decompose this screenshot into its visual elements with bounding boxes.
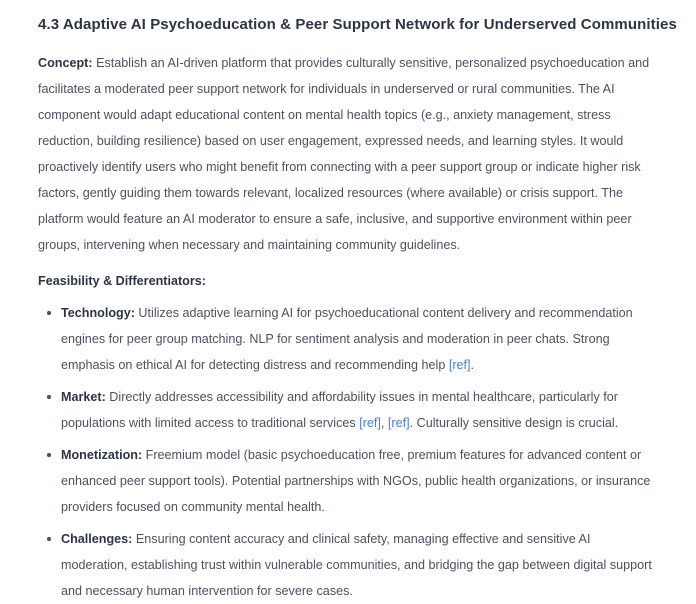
list-item-text-after: . (470, 358, 475, 372)
list-item-label: Monetization: (61, 448, 143, 462)
bullet-icon (47, 537, 51, 541)
list-item-text: Ensuring content accuracy and clinical safety, managing effective and sensitive AI moderation, establishing trust within vulnerable communities, and bridging the gap between digital support and necessary human intervention for severe cases. (61, 532, 652, 598)
reference-link[interactable]: [ref] (359, 416, 381, 430)
list-item-text: Directly addresses accessibility and affordability issues in mental healthcare, particularly for populations with limited access to traditional services (61, 390, 618, 430)
concept-label: Concept: (38, 56, 93, 70)
reference-link[interactable]: [ref] (387, 416, 410, 430)
list-item-text: Freemium model (basic psychoeducation free, premium features for advanced content or enhanced peer support tools). Potential partnerships with NGOs, public health organizations, or insurance providers focused on community mental health. (61, 448, 651, 514)
section-heading: 4.3 Adaptive AI Psychoeducation & Peer Support Network for Underserved Communities (38, 16, 677, 33)
bullet-icon (47, 311, 51, 315)
list-item (38, 526, 655, 604)
concept-text: Establish an AI-driven platform that provides culturally sensitive, personalized psychoeducation and facilitates a moderated peer support network for individuals in underserved or rural communities. The AI component would adapt educational content on mental health topics (e.g., anxiety management, stress reduction, building resilience) based on user engagement, expressed needs, and learning styles. It would proactively identify users who might benefit from connecting with a peer support group or indicate higher risk factors, gently guiding them towards relevant, localized resources (where available) or crisis support. The platform would feature an AI moderator to ensure a safe, inclusive, and supportive environment within peer groups, intervening when necessary and maintaining community guidelines. (38, 56, 650, 252)
list-item (38, 442, 655, 520)
list-item-label: Challenges: (61, 532, 133, 546)
list-item-text-after: . Culturally sensitive design is crucial. (409, 416, 619, 430)
list-item (38, 384, 655, 436)
reference-link[interactable]: [ref] (448, 358, 471, 372)
bullet-icon (47, 395, 51, 399)
list-item-label: Technology: (61, 306, 135, 320)
list-item-text: Utilizes adaptive learning AI for psychoeducational content delivery and recommendation engines for peer group matching. NLP for sentiment analysis and moderation in peer chats. Strong emphasis on ethical AI for detecting distress and recommending help (61, 306, 633, 372)
list-item-text-middle: , (380, 416, 388, 430)
list-item (38, 300, 655, 378)
list-item-label: Market: (61, 390, 106, 404)
feasibility-list (38, 300, 655, 604)
feasibility-heading: Feasibility & Differentiators: (38, 274, 206, 288)
bullet-icon (47, 453, 51, 457)
concept-paragraph (38, 50, 655, 258)
